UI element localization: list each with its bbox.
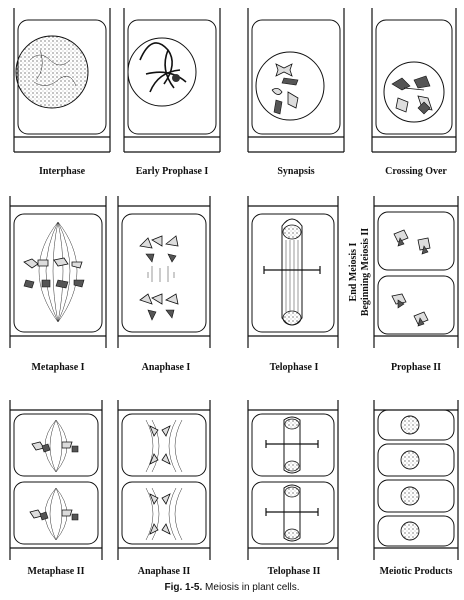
label-meiotic-products: Meiotic Products <box>379 566 453 577</box>
panel-crossing-over <box>372 8 456 152</box>
nucleus <box>16 36 88 108</box>
label-metaphase-1: Metaphase I <box>31 362 85 373</box>
panel-meiotic-products <box>374 400 458 560</box>
panel-telophase-1 <box>248 196 338 348</box>
panel-anaphase-1 <box>118 196 210 348</box>
label-anaphase-2: Anaphase II <box>137 566 191 577</box>
panel-interphase <box>14 8 110 152</box>
panel-synapsis <box>248 8 344 152</box>
label-early-prophase-1: Early Prophase I <box>135 166 209 177</box>
end-meiosis-side-label <box>348 228 371 316</box>
label-metaphase-2: Metaphase II <box>27 566 85 577</box>
label-telophase-2: Telophase II <box>267 566 321 577</box>
panel-metaphase-2 <box>10 400 102 560</box>
side-label-line2: Beginning Meiosis II <box>360 227 371 317</box>
label-telophase-1: Telophase I <box>269 362 319 373</box>
panel-anaphase-2 <box>118 400 210 560</box>
label-synapsis: Synapsis <box>277 166 315 177</box>
label-anaphase-1: Anaphase I <box>141 362 191 373</box>
figure-number: Fig. 1-5. <box>164 582 203 593</box>
label-crossing-over: Crossing Over <box>385 166 447 177</box>
side-label-line1: End Meiosis I <box>348 242 359 302</box>
label-interphase: Interphase <box>38 166 86 177</box>
panel-telophase-2 <box>248 400 338 560</box>
figure-caption-text: Meiosis in plant cells. <box>205 582 300 593</box>
panel-early-prophase-1 <box>124 8 220 152</box>
figure-caption <box>0 582 464 593</box>
panel-metaphase-1 <box>10 196 106 348</box>
panel-prophase-2 <box>374 196 458 348</box>
label-prophase-2: Prophase II <box>390 362 442 373</box>
